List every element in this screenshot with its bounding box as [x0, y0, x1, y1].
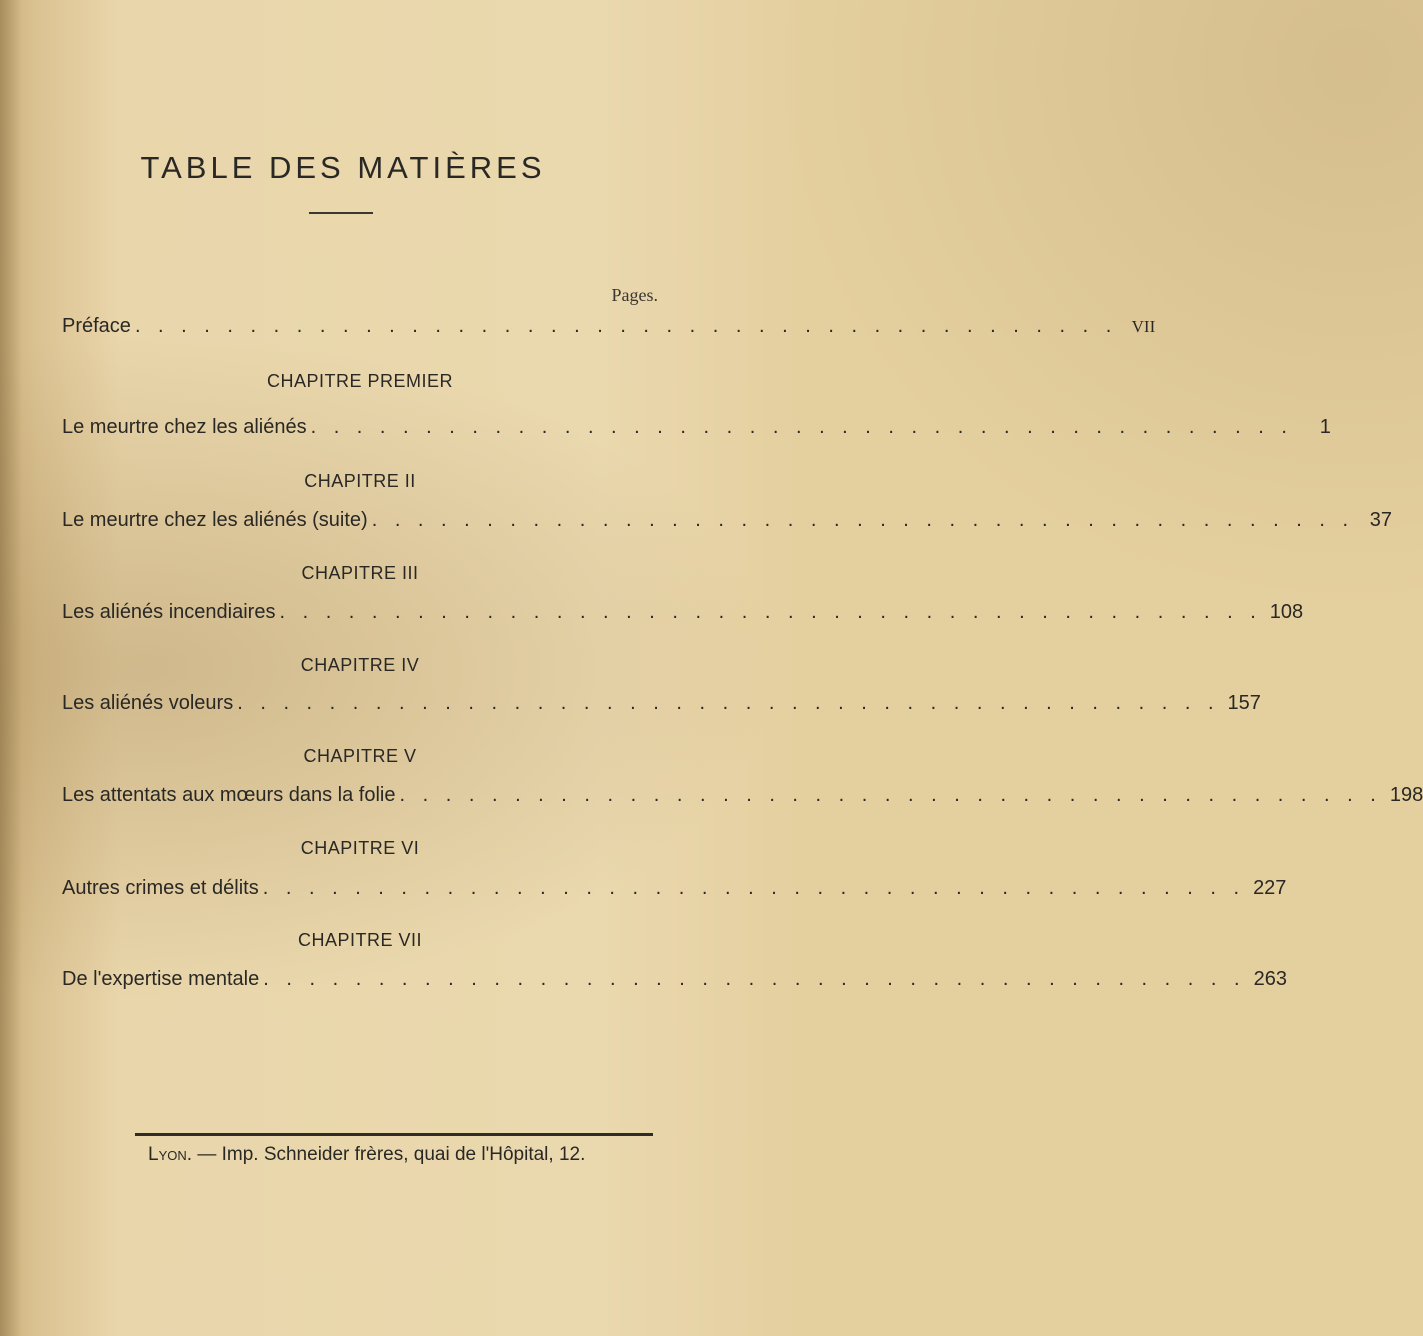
leader-dots: . . . . . . . . . . . . . . . . . . . . . . . . . . . . . . . . . . . . . . . . . . . — [279, 601, 1262, 623]
toc-entry-label: Autres crimes et délits — [62, 877, 259, 899]
toc-entry-page: 157 — [1227, 692, 1261, 714]
toc-entry-page: 1 — [1319, 416, 1331, 438]
toc-entry-label: Les aliénés voleurs — [62, 692, 234, 714]
toc-entry-label: Le meurtre chez les aliénés (suite) — [62, 509, 368, 531]
chapter-heading: CHAPITRE III — [301, 563, 419, 583]
footer-divider — [135, 1133, 653, 1136]
toc-entry-preface[interactable] — [62, 315, 1156, 345]
toc-entry-page: 108 — [1269, 601, 1304, 623]
leader-dots: . . . . . . . . . . . . . . . . . . . . . . . . . . . . . . . . . . . . . . . . . . . — [371, 509, 1355, 531]
toc-entry-page: 227 — [1253, 877, 1287, 899]
chapter-heading: CHAPITRE VI — [300, 838, 420, 858]
leader-dots: . . . . . . . . . . . . . . . . . . . . . . . . . . . . . . . . . . . . . . . . . . . — [134, 315, 1118, 337]
leader-dots: . . . . . . . . . . . . . . . . . . . . . . . . . . . . . . . . . . . . . . . . . . . — [262, 877, 1246, 899]
toc-entry-chapter-7[interactable] — [62, 968, 1287, 998]
leader-dots: . . . . . . . . . . . . . . . . . . . . . . . . . . . . . . . . . . . . . . . . . . . — [263, 968, 1246, 990]
chapter-heading: CHAPITRE VII — [297, 930, 423, 950]
toc-entry-label: Les attentats aux mœurs dans la folie — [62, 784, 396, 806]
toc-entry-chapter-5[interactable] — [62, 784, 1423, 814]
chapter-heading: CHAPITRE PREMIER — [266, 371, 454, 391]
imprint-city: Lyon. — [148, 1144, 193, 1165]
leader-dots: . . . . . . . . . . . . . . . . . . . . . . . . . . . . . . . . . . . . . . . . . . . — [399, 784, 1382, 806]
toc-entry-label: Les aliénés incendiaires — [62, 601, 276, 623]
toc-entry-chapter-4[interactable] — [62, 692, 1261, 722]
page-title: TABLE DES MATIÈRES — [140, 150, 546, 185]
imprint-printer: — Imp. Schneider frères, quai de l'Hôpital, 12. — [197, 1144, 586, 1165]
leader-dots: . . . . . . . . . . . . . . . . . . . . . . . . . . . . . . . . . . . . . . . . . . . — [310, 416, 1293, 438]
chapter-heading: CHAPITRE IV — [300, 655, 420, 675]
toc-entry-page: 263 — [1253, 968, 1287, 990]
toc-entry-chapter-2[interactable] — [62, 509, 1393, 539]
toc-entry-page: 37 — [1369, 509, 1393, 531]
printer-imprint — [148, 1144, 585, 1166]
toc-entry-chapter-6[interactable] — [62, 877, 1287, 907]
toc-entry-label: De l'expertise mentale — [62, 968, 260, 990]
toc-entry-label: Le meurtre chez les aliénés — [62, 416, 307, 438]
leader-dots: . . . . . . . . . . . . . . . . . . . . . . . . . . . . . . . . . . . . . . . . . . . — [237, 692, 1220, 714]
toc-entry-page: VII — [1131, 317, 1156, 336]
title-divider — [309, 212, 373, 214]
chapter-heading: CHAPITRE II — [304, 471, 416, 491]
toc-entry-page: 198 — [1389, 784, 1423, 806]
toc-entry-chapter-3[interactable] — [62, 601, 1304, 631]
toc-entry-chapter-1[interactable] — [62, 416, 1331, 446]
toc-entry-label: Préface — [62, 315, 131, 337]
pages-column-label: Pages. — [611, 285, 658, 305]
chapter-heading: CHAPITRE V — [303, 746, 417, 766]
